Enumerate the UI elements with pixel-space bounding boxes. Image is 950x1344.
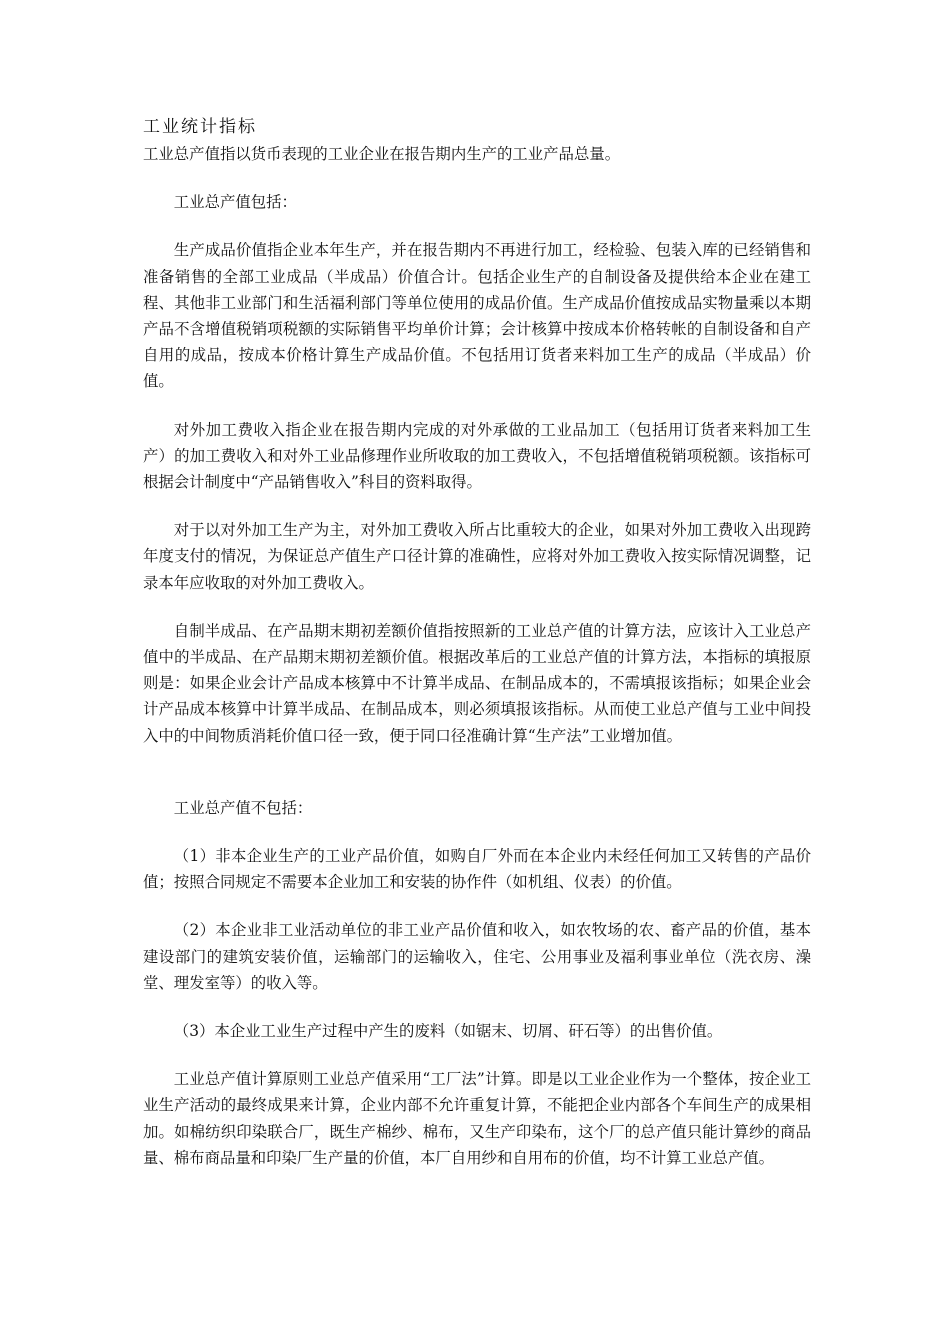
paragraph-exclusion-1: （1）非本企业生产的工业产品价值，如购自厂外而在本企业内未经任何加工又转售的产品价值；按照合同规定不需要本企业加工和安装的协作件（如机组、仪表）的价值。 (143, 847, 811, 892)
paragraph-processing-fee: 对外加工费收入指企业在报告期内完成的对外承做的工业品加工（包括用订货者来料加工生产）的加工费收入和对外工业品修理作业所收取的加工费收入，不包括增值税销项税额。该指标可根据会计制度中“产品销售收入”科目的资料取得。 (143, 420, 811, 492)
document-title: 工业统计指标 (143, 117, 257, 137)
document-page (143, 113, 811, 1171)
paragraph-calculation-principle: 工业总产值计算原则工业总产值采用“工厂法”计算。即是以工业企业作为一个整体，按企业工业生产活动的最终成果来计算，企业内部不允许重复计算，不能把企业内部各个车间生产的成果相加。如棉纺织印染联合厂，既生产棉纱、棉布，又生产印染布，这个厂的总产值只能计算纱的商品量、棉布商品量和印染厂生产量的价值，本厂自用纱和自用布的价值，均不计算工业总产值。 (143, 1070, 811, 1167)
paragraph-semi-finished: 自制半成品、在产品期末期初差额价值指按照新的工业总产值的计算方法，应该计入工业总产值中的半成品、在产品期末期初差额价值。根据改革后的工业总产值的计算方法，本指标的填报原则是：如果企业会计产品成本核算中不计算半成品、在制品成本的，不需填报该指标；如果企业会计产品成本核算中计算半成品、在制品成本，则必须填报该指标。从而使工业总产值与工业中间投入中的中间物质消耗价值口径一致，便于同口径准确计算“生产法”工业增加值。 (143, 621, 811, 745)
paragraph-cross-year: 对于以对外加工生产为主，对外加工费收入所占比重较大的企业，如果对外加工费收入出现跨年度支付的情况，为保证总产值生产口径计算的准确性，应将对外加工费收入按实际情况调整，记录本年应收取的对外加工费收入。 (143, 521, 811, 592)
paragraph-excludes-heading: 工业总产值不包括： (173, 798, 313, 817)
paragraph-includes-heading: 工业总产值包括： (173, 193, 297, 212)
paragraph-exclusion-2: （2）本企业非工业活动单位的非工业产品价值和收入，如农牧场的农、畜产品的价值，基本建设部门的建筑安装价值，运输部门的运输收入，住宅、公用事业及福利事业单位（洗衣房、澡堂、理发室等）的收入等。 (143, 921, 811, 992)
lead-paragraph: 工业总产值指以货币表现的工业企业在报告期内生产的工业产品总量。 (143, 145, 621, 163)
paragraph-exclusion-3: （3）本企业工业生产过程中产生的废料（如锯末、切屑、矸石等）的出售价值。 (173, 1022, 723, 1041)
paragraph-finished-goods: 生产成品价值指企业本年生产，并在报告期内不再进行加工，经检验、包装入库的已经销售和准备销售的全部工业成品（半成品）价值合计。包括企业生产的自制设备及提供给本企业在建工程、其他非工业部门和生活福利部门等单位使用的成品价值。生产成品价值按成品实物量乘以本期产品不含增值税销项税额的实际销售平均单价计算；会计核算中按成本价格转帐的自制设备和自产自用的成品，按成本价格计算生产成品价值。不包括用订货者来料加工生产的成品（半成品）价值。 (143, 241, 811, 391)
